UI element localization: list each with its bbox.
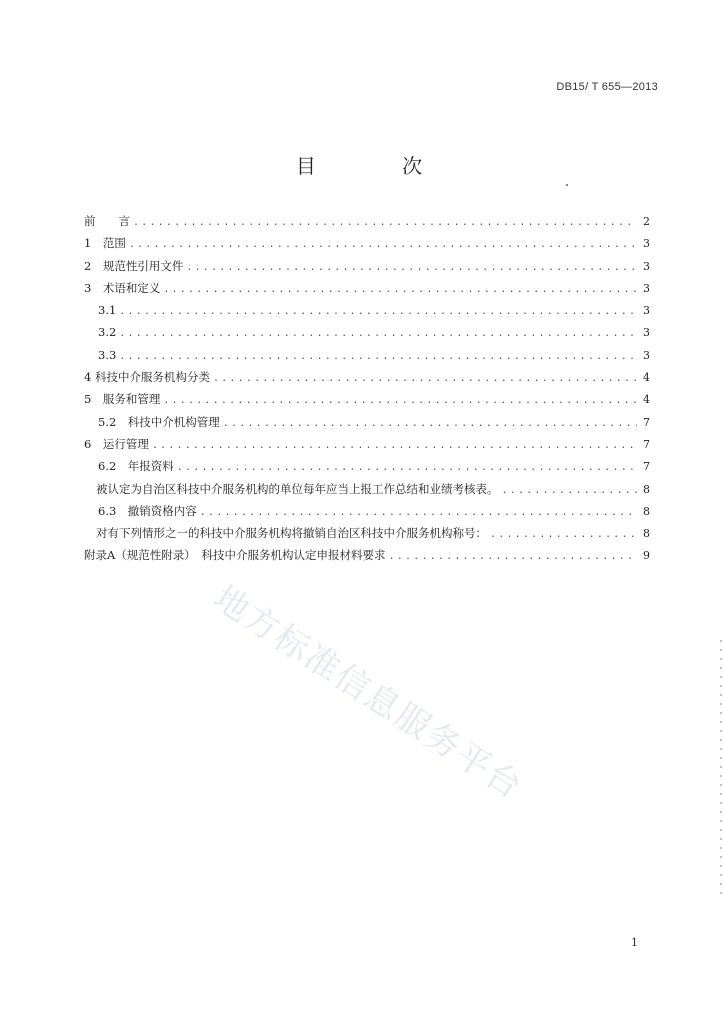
toc-entry-label: 附录A（规范性附录） 科技中介服务机构认定申报材料要求 (84, 548, 386, 563)
toc-dot-leader (490, 524, 637, 546)
toc-entry-label: 对有下列情形之一的科技中介服务机构将撤销自治区科技中介服务机构称号： (96, 526, 487, 541)
toc-entry-label: 2 规范性引用文件 (84, 258, 184, 273)
toc-entry[interactable] (84, 544, 650, 566)
toc-entry[interactable] (84, 455, 650, 477)
toc-entry-page: 7 (643, 415, 650, 429)
toc-entry[interactable] (84, 344, 650, 366)
toc-entry[interactable] (84, 255, 650, 277)
toc-dot-leader (389, 546, 637, 568)
toc-entry-label: 3.3 (98, 347, 117, 362)
toc-dot-leader (133, 212, 637, 234)
toc-entry-page: 9 (643, 549, 650, 563)
toc-dot-leader (177, 457, 637, 479)
toc-entry-label: 被认定为自治区科技中介服务机构的单位每年应当上报工作总结和业绩考核表。 (96, 481, 499, 496)
toc-entry-label: 5 服务和管理 (84, 392, 161, 407)
page-number: 1 (631, 936, 638, 949)
toc-dot-leader (129, 234, 637, 256)
toc-dot-leader (186, 257, 637, 279)
toc-entry-label: 前 言 (84, 214, 130, 228)
toc-entry-page: 4 (643, 393, 650, 407)
toc-entry-page: 3 (643, 281, 650, 295)
toc-entry[interactable] (84, 522, 650, 544)
toc-dot-leader (200, 502, 637, 524)
table-of-contents (84, 210, 650, 567)
toc-entry[interactable] (84, 321, 650, 343)
toc-entry-page: 7 (643, 460, 650, 474)
toc-entry[interactable] (84, 299, 650, 321)
toc-dot-leader (213, 368, 637, 390)
toc-entry[interactable] (84, 366, 650, 388)
toc-entry[interactable] (84, 500, 650, 522)
toc-entry-page: 8 (643, 504, 650, 518)
toc-dot-leader (119, 346, 637, 368)
toc-entry-page: 8 (643, 482, 650, 496)
toc-dot-leader (502, 480, 638, 502)
toc-entry[interactable] (84, 277, 650, 299)
toc-entry-page: 2 (643, 215, 650, 228)
toc-entry-label: 3.2 (98, 325, 117, 340)
toc-entry-page: 8 (643, 527, 650, 541)
toc-dot-leader (163, 390, 637, 412)
toc-dot-leader (163, 279, 637, 301)
toc-entry-page: 3 (643, 348, 650, 362)
toc-entry-label: 6.2 年报资料 (98, 459, 174, 474)
toc-entry[interactable] (84, 232, 650, 254)
toc-entry-page: 7 (643, 437, 650, 451)
toc-entry[interactable] (84, 210, 650, 232)
toc-entry[interactable] (84, 478, 650, 500)
scan-edge-marks (720, 640, 722, 900)
toc-entry-label: 5.2 科技中介机构管理 (98, 414, 220, 429)
toc-dot-leader (119, 323, 637, 345)
page-title: 目 次 (295, 154, 463, 178)
toc-entry-label: 6.3 撤销资格内容 (98, 503, 197, 518)
toc-entry-page: 4 (643, 371, 650, 385)
toc-dot-leader (152, 435, 637, 457)
document-code: DB15/ T 655—2013 (556, 81, 658, 93)
toc-entry-page: 3 (643, 326, 650, 340)
toc-entry-page: 3 (643, 237, 650, 251)
toc-entry[interactable] (84, 411, 650, 433)
toc-dot-leader (119, 301, 637, 323)
toc-entry-label: 3.1 (98, 303, 117, 318)
scan-speck (566, 184, 568, 186)
toc-dot-leader (223, 413, 637, 435)
toc-entry-page: 3 (643, 304, 650, 318)
toc-entry[interactable] (84, 433, 650, 455)
toc-entry-label: 3 术语和定义 (84, 280, 161, 295)
toc-entry-label: 4 科技中介服务机构分类 (84, 370, 210, 385)
toc-entry-label: 6 运行管理 (84, 436, 149, 451)
toc-entry[interactable] (84, 388, 650, 410)
toc-entry-page: 3 (643, 259, 650, 273)
watermark: 地方标准信息服务平台 (206, 578, 530, 808)
toc-entry-label: 1 范围 (84, 236, 126, 251)
